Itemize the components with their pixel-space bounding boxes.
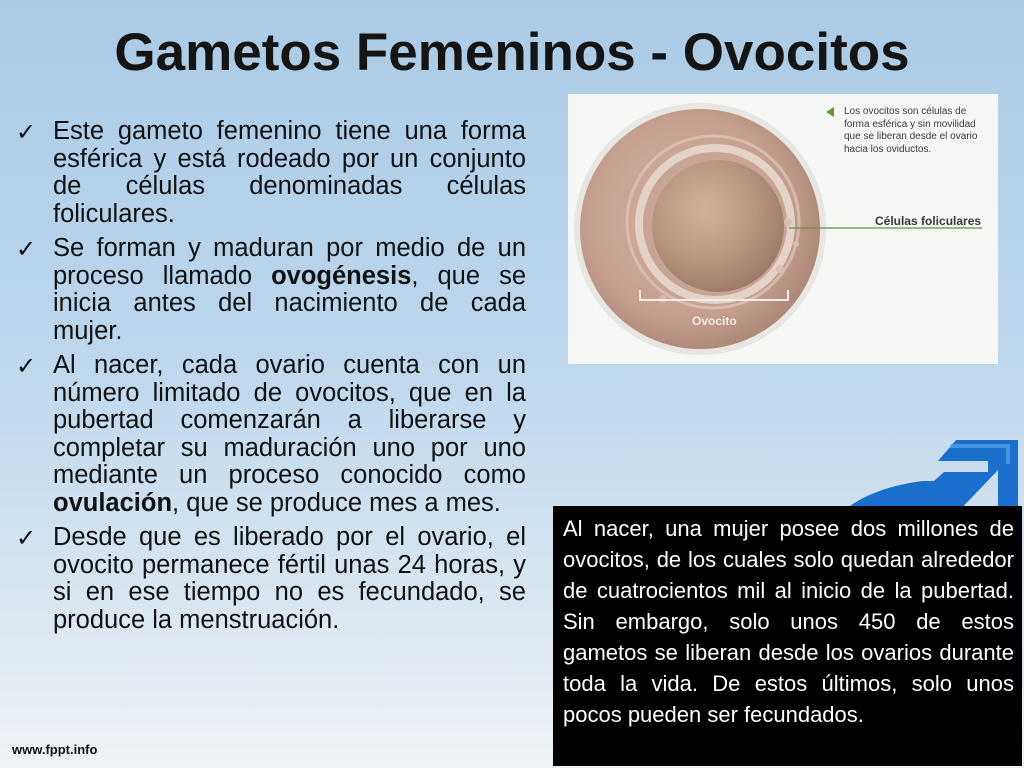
bullet-text: Desde que es liberado por el ovario, el ovocito permanece fértil unas 24 horas, y si en ese tiempo no es fecundado, se produce la menstruación. (53, 523, 526, 634)
blue-arrow-icon (838, 436, 1018, 516)
bullet-text: Al nacer, cada ovario cuenta con un número limitado de ovocitos, que en la pubertad comenzarán a liberarse y completar su maduración uno por uno mediante un proceso conocido como (53, 351, 526, 489)
bullet-text: Se forman y maduran por medio de un proceso llamado (53, 234, 526, 290)
bullet-text-bold: ovogénesis (271, 261, 412, 290)
checkmark-icon: ✓ (16, 119, 37, 146)
bullet-item (16, 352, 526, 517)
bullet-text: , que se inicia antes del nacimiento de cada mujer. (53, 261, 526, 345)
label-follicular-cells: Células foliculares (875, 214, 982, 228)
checkmark-icon: ✓ (16, 353, 37, 380)
follicular-cell (784, 218, 792, 226)
footer-url: www.fppt.info (12, 742, 98, 757)
bullet-list (16, 118, 526, 641)
figure-note: Los ovocitos son células de forma esférica y sin movilidad que se liberan desde el ovario hacia los oviductos. (844, 106, 978, 155)
bullet-text: , que se produce mes a mes. (172, 488, 501, 517)
bullet-item (16, 118, 526, 228)
label-ovocito: Ovocito (692, 314, 737, 328)
arrow-shape (840, 440, 1018, 514)
slide-title: Gametos Femeninos - Ovocitos (114, 23, 910, 82)
info-box: Al nacer, una mujer posee dos millones de ovocitos, de los cuales solo quedan alrededor de cuatrocientos mil al inicio de la pubertad. Sin embargo, solo unos 450 de estos gametos se liberan desde los ovarios durante toda la vida. De estos últimos, solo unos pocos pueden ser fecundados. (553, 506, 1022, 766)
ovocyte-cell (652, 160, 784, 292)
checkmark-icon: ✓ (16, 236, 37, 263)
ovocyte-figure (568, 94, 998, 364)
follicular-cell (776, 265, 784, 273)
bullet-item (16, 524, 526, 634)
follicular-cell (793, 241, 799, 247)
bullet-item (16, 235, 526, 345)
note-pointer-icon (826, 107, 834, 117)
bullet-text: Este gameto femenino tiene una forma esférica y está rodeado por un conjunto de células denominadas células foliculares. (53, 117, 526, 228)
checkmark-icon: ✓ (16, 525, 37, 552)
bullet-text-bold: ovulación (53, 488, 173, 517)
